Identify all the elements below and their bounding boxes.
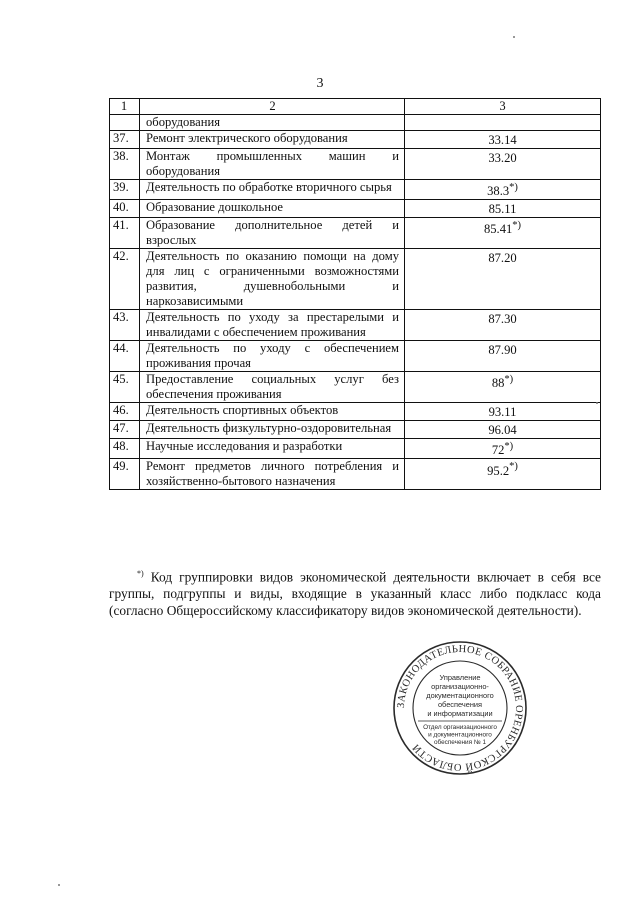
activity-code: 38.3: [487, 184, 510, 199]
row-number: 38.: [110, 149, 140, 180]
activity-code-cell: [405, 180, 601, 200]
activity-code-cell: [405, 459, 601, 490]
row-number: 44.: [110, 341, 140, 372]
table-row: [110, 218, 601, 249]
activity-code-cell: [405, 115, 601, 131]
activity-code: 88: [491, 376, 505, 391]
activity-code-cell: [405, 249, 601, 310]
activity-name: Деятельность по уходу с обеспечением проживания прочая: [140, 341, 405, 372]
activity-code-cell: [405, 218, 601, 249]
footnote-reference: *): [504, 441, 514, 453]
activity-name: Ремонт предметов личного потребления и хозяйственно-бытового назначения: [140, 459, 405, 490]
table-row: [110, 180, 601, 200]
stamp-inner-line: и информатизации: [427, 709, 493, 718]
stamp-department-line: Отдел организационного: [423, 724, 497, 731]
stamp-inner-line: документационного: [426, 691, 494, 700]
activity-name: Деятельность спортивных объектов: [140, 403, 405, 421]
activity-code: 72: [491, 443, 505, 458]
stamp-outer-text: ЗАКОНОДАТЕЛЬНОЕ СОБРАНИЕ ОРЕНБУРГСКОЙ ОБЛАСТИ: [395, 643, 525, 773]
page-number: 3: [316, 76, 324, 91]
activity-name: Предоставление социальных услуг без обеспечения проживания: [140, 372, 405, 403]
footnote-reference: *): [512, 220, 522, 232]
activity-name: Образование дополнительное детей и взрослых: [140, 218, 405, 249]
table-row: [110, 403, 601, 421]
header-cell-code: 3: [405, 99, 601, 115]
stamp-inner-line: Управление: [439, 673, 481, 682]
activity-code: 96.04: [488, 423, 517, 438]
footnote-reference: *): [509, 182, 518, 193]
activity-name: оборудования: [140, 115, 405, 131]
row-number: 46.: [110, 403, 140, 421]
row-number: 47.: [110, 421, 140, 439]
activity-code-cell: [405, 200, 601, 218]
table-row: [110, 131, 601, 149]
table-header-row: [110, 99, 601, 115]
row-number: 37.: [110, 131, 140, 149]
footnote-text: Код группировки видов экономической деятельности включает в себя все группы, подгруппы и виды, входящие в указанный класс либо подкласс кода (согласно Общероссийскому классификатору видов экономической деятельности).: [109, 569, 601, 619]
stamp-inner-line: организационно-: [431, 682, 489, 691]
activity-code-cell: [405, 341, 601, 372]
activity-code-table: [109, 98, 601, 490]
activity-code-cell: [405, 403, 601, 421]
activity-name: Деятельность по оказанию помощи на дому для лиц с ограниченными возможностями развития, душевнобольными и наркозависимыми: [140, 249, 405, 310]
activity-name: Образование дошкольное: [140, 200, 405, 218]
activity-code: 95.2: [487, 463, 510, 478]
activity-code-cell: [405, 372, 601, 403]
header-cell-number: 1: [110, 99, 140, 115]
activity-code: 87.90: [488, 343, 517, 358]
scan-speck: [513, 36, 515, 38]
table-row: [110, 421, 601, 439]
stamp-department-line: и документационного: [428, 731, 492, 739]
row-number: 49.: [110, 459, 140, 490]
footnote-reference: *): [504, 374, 514, 386]
row-number: 40.: [110, 200, 140, 218]
activity-code-cell: [405, 439, 601, 459]
footnote-reference: *): [509, 461, 518, 473]
stamp-inner-line: обеспечения: [437, 700, 483, 709]
row-number: 39.: [110, 180, 140, 200]
scan-speck: [596, 402, 598, 404]
table-row: [110, 310, 601, 341]
table-row: [110, 439, 601, 459]
row-number: 48.: [110, 439, 140, 459]
activity-code: 87.20: [488, 251, 517, 266]
activity-code: 93.11: [488, 405, 517, 420]
activity-name: Деятельность по уходу за престарелыми и инвалидами с обеспечением проживания: [140, 310, 405, 341]
header-cell-activity: 2: [140, 99, 405, 115]
row-number: 45.: [110, 372, 140, 403]
stamp-inner-text: [418, 673, 502, 746]
stamp-department-line: обеспечения № 1: [433, 739, 487, 746]
activity-code: 85.41: [483, 222, 513, 237]
table-row: [110, 372, 601, 403]
activity-name: Научные исследования и разработки: [140, 439, 405, 459]
activity-code-cell: [405, 310, 601, 341]
activity-name: Деятельность по обработке вторичного сырья: [140, 180, 405, 200]
row-number: 43.: [110, 310, 140, 341]
activity-code: 87.30: [488, 312, 517, 327]
activity-name: Ремонт электрического оборудования: [140, 131, 405, 149]
table-row: [110, 459, 601, 490]
table-row: [110, 149, 601, 180]
row-number: 41.: [110, 218, 140, 249]
activity-code-cell: [405, 131, 601, 149]
activity-name: Деятельность физкультурно-оздоровительная: [140, 421, 405, 439]
table-row: [110, 115, 601, 131]
table-row: [110, 200, 601, 218]
activity-code: 33.14: [488, 133, 517, 147]
row-number: 42.: [110, 249, 140, 310]
activity-code: 85.11: [488, 202, 517, 217]
activity-name: Монтаж промышленных машин и оборудования: [140, 149, 405, 180]
table-row: [110, 249, 601, 310]
table-row: [110, 341, 601, 372]
activity-code-cell: [405, 149, 601, 180]
row-number: [110, 115, 140, 131]
activity-code: 33.20: [488, 151, 517, 165]
scan-speck: [58, 884, 60, 886]
footnote: [109, 565, 601, 619]
official-stamp: [392, 640, 528, 776]
footnote-mark: *): [137, 569, 144, 578]
activity-code-cell: [405, 421, 601, 439]
